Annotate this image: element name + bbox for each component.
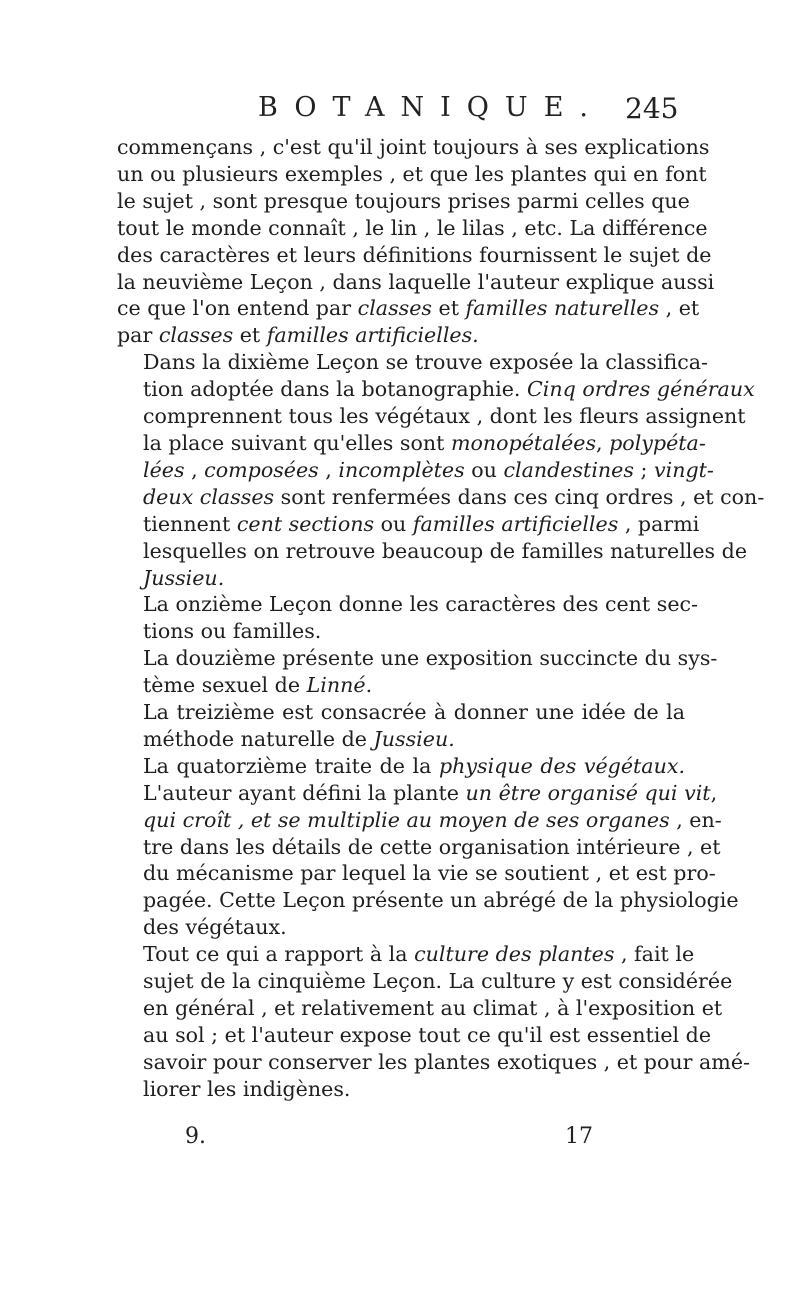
text-run: La onzième Leçon donne les caractères des cent sec- <box>143 592 698 617</box>
paragraph <box>117 699 685 753</box>
text-line <box>117 995 723 1022</box>
text-line <box>117 538 748 565</box>
paragraph <box>117 645 718 699</box>
italic-text: deux classes <box>143 484 275 509</box>
text-line <box>117 699 685 726</box>
italic-text: monopétalées <box>450 430 597 455</box>
text-line <box>117 1076 685 1103</box>
text-run: et <box>233 323 267 348</box>
text-run: comprennent tous les végétaux , dont les fleurs assignent <box>143 404 746 429</box>
text-line <box>117 672 685 699</box>
text-run: La treizième est consacrée à donner une idée de la <box>143 700 685 725</box>
text-line <box>117 161 707 188</box>
text-run: pagée. Cette Leçon présente un abrégé de la physiologie <box>143 888 739 913</box>
text-line <box>117 618 685 645</box>
text-line <box>117 753 685 780</box>
text-run: par <box>117 323 159 348</box>
text-line <box>117 269 715 296</box>
text-run: liorer les indigènes. <box>143 1076 351 1101</box>
text-line <box>117 887 739 914</box>
text-run: un ou plusieurs exemples , et que les plantes qui en font <box>117 161 707 186</box>
text-line <box>117 457 714 484</box>
paragraph <box>117 941 750 1102</box>
running-head-title: BOTANIQUE. <box>258 92 604 123</box>
text-run: , parmi <box>618 511 700 536</box>
italic-text: incomplètes <box>338 457 465 482</box>
text-run: , <box>596 430 610 455</box>
text-line <box>117 242 712 269</box>
text-run: la neuvième Leçon , dans laquelle l'auteur explique aussi <box>117 269 715 294</box>
italic-text: physique des végétaux. <box>438 753 685 778</box>
text-line <box>117 1049 750 1076</box>
text-run: savoir pour conserver les plantes exotiques , et pour amé- <box>143 1049 750 1074</box>
text-run: des caractères et leurs définitions fournissent le sujet de <box>117 242 712 267</box>
text-line <box>117 215 708 242</box>
italic-text: Jussieu. <box>143 565 225 590</box>
italic-text: familles artificielles <box>412 511 619 536</box>
text-run: en général , et relativement au climat , à l'exposition et <box>143 996 723 1020</box>
text-run: tiennent <box>143 511 237 536</box>
page-number: 245 <box>625 92 679 125</box>
italic-text: familles artificielles. <box>266 323 479 348</box>
text-run: , <box>318 457 339 482</box>
text-run: tions ou familles. <box>143 619 322 644</box>
text-line <box>117 1022 712 1049</box>
italic-text: familles naturelles <box>465 296 660 321</box>
italic-text: classes <box>357 296 432 321</box>
italic-text: composées <box>204 457 319 482</box>
text-run: ; <box>633 457 654 482</box>
italic-text: polypéta- <box>609 430 706 455</box>
paragraph <box>117 753 739 941</box>
paragraph <box>117 349 765 591</box>
signature-mark: 9. <box>185 1124 206 1149</box>
italic-text: Cinq ordres généraux <box>526 377 755 402</box>
text-line <box>117 807 722 834</box>
italic-text: qui croît , et se multiplie au moyen de ses organes <box>143 807 670 832</box>
paragraph <box>117 134 715 349</box>
italic-text: culture des plantes <box>414 942 615 967</box>
text-line <box>117 941 695 968</box>
text-line <box>117 565 685 592</box>
text-line <box>117 726 685 753</box>
text-run: , fait le <box>614 942 695 967</box>
text-line <box>117 591 698 618</box>
text-line <box>117 968 733 995</box>
sheet-number: 17 <box>565 1124 593 1149</box>
text-line <box>117 188 690 215</box>
text-line <box>117 134 710 161</box>
text-run: la place suivant qu'elles sont <box>143 430 451 455</box>
italic-text: vingt- <box>653 457 714 482</box>
text-run: ce que l'on entend par <box>117 296 358 321</box>
text-line <box>117 295 700 322</box>
text-line <box>117 834 721 861</box>
text-run: tion adoptée dans la botanographie. <box>143 377 527 402</box>
text-run: et <box>431 296 466 321</box>
text-run: sujet de la cinquième Leçon. La culture y est considérée <box>143 969 733 994</box>
body-text <box>117 134 765 1103</box>
text-run: des végétaux. <box>143 915 287 940</box>
text-line <box>117 511 700 538</box>
text-run: du mécanisme par lequel la vie se soutient , et est pro- <box>143 861 716 886</box>
text-line <box>117 645 718 672</box>
text-run: commençans , c'est qu'il joint toujours à ses explications <box>117 135 710 159</box>
text-run: , et <box>659 296 700 321</box>
text-line <box>117 484 765 511</box>
italic-text: clandestines <box>503 457 634 482</box>
text-run: L'auteur ayant défini la plante <box>143 780 466 805</box>
text-run: , <box>184 457 205 482</box>
text-run: Dans la dixième Leçon se trouve exposée la classifica- <box>143 350 708 375</box>
text-run: Tout ce qui a rapport à la <box>143 942 415 967</box>
text-run: tème sexuel de <box>143 673 307 698</box>
italic-text: lées <box>143 457 185 482</box>
text-run: le sujet , sont presque toujours prises parmi celles que <box>117 188 690 213</box>
italic-text: classes <box>158 323 234 348</box>
text-run: sont renfermées dans ces cinq ordres , et con- <box>274 484 765 509</box>
text-run: , <box>710 780 718 805</box>
italic-text: un être organisé qui vit <box>465 780 711 805</box>
text-line <box>117 430 706 457</box>
italic-text: cent sections <box>236 511 375 536</box>
text-run: ou <box>464 457 504 482</box>
text-line <box>117 780 718 807</box>
text-run: tout le monde connaît , le lin , le lilas , etc. La différence <box>117 215 708 240</box>
text-run: , en- <box>669 807 722 832</box>
text-run: La douzième présente une exposition succincte du sys- <box>143 646 718 671</box>
text-line <box>117 860 716 887</box>
text-run: ou <box>374 511 413 536</box>
paragraph <box>117 591 698 645</box>
text-run: au sol ; et l'auteur expose tout ce qu'il est essentiel de <box>143 1022 712 1047</box>
running-head <box>0 92 800 132</box>
italic-text: Linné. <box>306 673 373 698</box>
text-line <box>117 349 708 376</box>
text-line <box>117 322 685 349</box>
text-run: tre dans les détails de cette organisation intérieure , et <box>143 834 721 859</box>
text-run: lesquelles on retrouve beaucoup de familles naturelles de <box>143 538 748 563</box>
text-line <box>117 376 755 403</box>
text-line <box>117 403 746 430</box>
italic-text: Jussieu. <box>373 726 455 751</box>
text-run: La quatorzième traite de la <box>143 753 439 778</box>
text-run: méthode naturelle de <box>143 726 374 751</box>
text-line <box>117 914 685 941</box>
